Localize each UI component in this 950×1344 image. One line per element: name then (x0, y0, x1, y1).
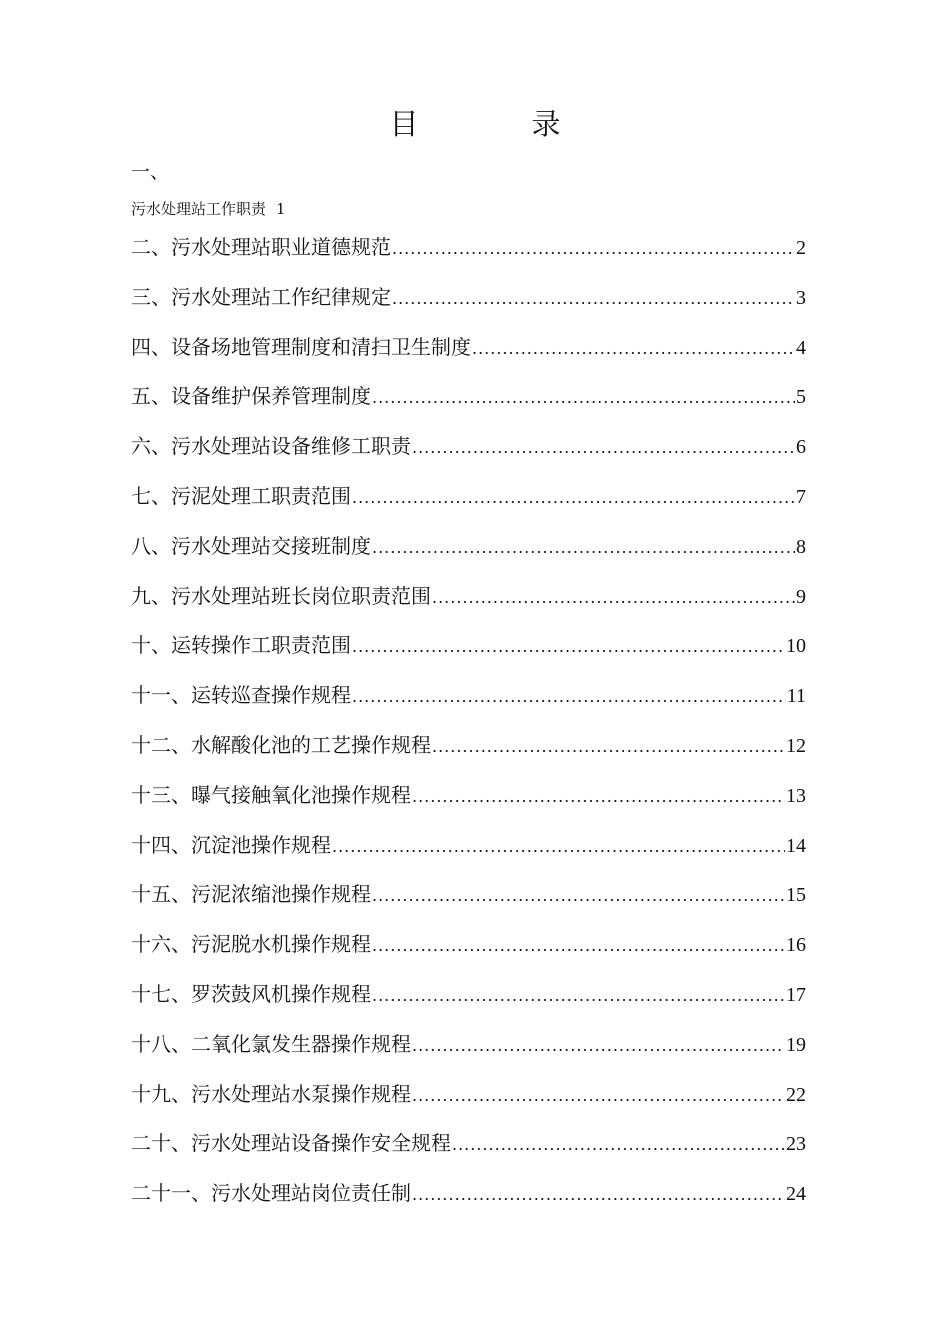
toc-entry-label: 七、污泥处理工职责范围 (131, 483, 351, 508)
toc-dot-leader (452, 1127, 785, 1163)
toc-entry-page: 6 (796, 436, 806, 459)
toc-entry-label: 九、污水处理站班长岗位职责范围 (131, 583, 431, 608)
toc-entry-page: 10 (786, 635, 806, 658)
toc-dot-leader (412, 779, 785, 815)
toc-entry[interactable] (131, 428, 806, 478)
toc-entry-page: 7 (796, 485, 806, 508)
toc-entry[interactable] (131, 1076, 806, 1126)
toc-entry-page: 1 (276, 200, 286, 218)
toc-entry-label: 十八、二氧化氯发生器操作规程 (131, 1031, 411, 1056)
toc-entry-label: 十九、污水处理站水泵操作规程 (131, 1081, 411, 1106)
toc-entry[interactable] (131, 229, 806, 279)
toc-dot-leader (372, 380, 795, 416)
toc-entry-page: 17 (786, 983, 806, 1006)
toc-entry-page: 12 (786, 734, 806, 757)
toc-entry-page: 11 (786, 685, 806, 708)
toc-entry-page: 19 (786, 1033, 806, 1056)
toc-entry-label: 五、设备维护保养管理制度 (131, 384, 371, 409)
toc-entry[interactable] (131, 478, 806, 528)
toc-entry[interactable] (131, 926, 806, 976)
toc-entry[interactable] (131, 1026, 806, 1076)
toc-dot-leader (432, 580, 795, 616)
toc-dot-leader (372, 978, 785, 1014)
toc-dot-leader (472, 331, 795, 367)
toc-dot-leader (352, 629, 785, 665)
toc-entry-page: 22 (786, 1083, 806, 1106)
toc-entry-page: 8 (796, 535, 806, 558)
toc-first-number: 一、 (131, 161, 170, 183)
toc-entry-page: 2 (796, 237, 806, 259)
toc-entry-label: 二、污水处理站职业道德规范 (131, 235, 391, 259)
toc-entry[interactable] (131, 378, 806, 428)
toc-dot-leader (372, 928, 785, 964)
toc-entry-label: 十五、污泥浓缩池操作规程 (131, 882, 371, 907)
toc-dot-leader (372, 530, 795, 566)
toc-title: 目 录 (389, 107, 603, 141)
toc-entry-label: 六、污水处理站设备维修工职责 (131, 434, 411, 459)
toc-dot-leader (352, 480, 795, 516)
toc-entry-label: 污水处理站工作职责 (131, 200, 267, 218)
toc-entry[interactable] (131, 279, 806, 329)
toc-entry-page: 15 (786, 884, 806, 907)
toc-entry-label: 八、污水处理站交接班制度 (131, 533, 371, 558)
toc-entry-label: 十四、沉淀池操作规程 (131, 832, 331, 857)
toc-entry-page: 9 (796, 585, 806, 608)
toc-first-entry[interactable] (131, 198, 286, 220)
toc-entry[interactable] (131, 1175, 806, 1225)
toc-dot-leader (392, 281, 795, 317)
toc-dot-leader (412, 1177, 785, 1213)
toc-entry-label: 十三、曝气接触氧化池操作规程 (131, 782, 411, 807)
toc-entry[interactable] (131, 627, 806, 677)
toc-dot-leader (352, 679, 786, 715)
toc-entry-label: 二十一、污水处理站岗位责任制 (131, 1181, 411, 1206)
toc-entry-label: 三、污水处理站工作纪律规定 (131, 284, 391, 309)
toc-entry-label: 十六、污泥脱水机操作规程 (131, 932, 371, 957)
toc-entry-label: 十一、运转巡查操作规程 (131, 683, 351, 708)
toc-entry-page: 24 (786, 1183, 806, 1206)
toc-entry-label: 四、设备场地管理制度和清扫卫生制度 (131, 334, 471, 359)
toc-entry-page: 23 (786, 1133, 806, 1156)
toc-entry-page: 13 (786, 784, 806, 807)
toc-entry[interactable] (131, 329, 806, 379)
toc-entry-label: 十二、水解酸化池的工艺操作规程 (131, 732, 431, 757)
toc-entry[interactable] (131, 677, 806, 727)
toc-entry-page: 14 (786, 834, 806, 857)
toc-entry[interactable] (131, 727, 806, 777)
toc-dot-leader (412, 1028, 785, 1064)
toc-dot-leader (332, 829, 785, 865)
toc-entry[interactable] (131, 777, 806, 827)
toc-entry-label: 二十、污水处理站设备操作安全规程 (131, 1131, 451, 1156)
toc-entry-page: 16 (786, 934, 806, 957)
toc-entry[interactable] (131, 876, 806, 926)
toc-dot-leader (432, 729, 785, 765)
toc-entry[interactable] (131, 578, 806, 628)
toc-entry[interactable] (131, 528, 806, 578)
toc-entry-page: 3 (796, 286, 806, 309)
toc-dot-leader (412, 1078, 785, 1114)
toc-list (131, 229, 806, 1225)
toc-entry-page: 4 (796, 336, 806, 359)
toc-dot-leader (372, 878, 785, 914)
toc-entry-label: 十七、罗茨鼓风机操作规程 (131, 981, 371, 1006)
toc-dot-leader (392, 231, 795, 267)
toc-entry[interactable] (131, 976, 806, 1026)
toc-entry-page: 5 (796, 386, 806, 409)
toc-entry[interactable] (131, 827, 806, 877)
toc-dot-leader (412, 430, 795, 466)
toc-entry[interactable] (131, 1125, 806, 1175)
toc-entry-label: 十、运转操作工职责范围 (131, 633, 351, 658)
